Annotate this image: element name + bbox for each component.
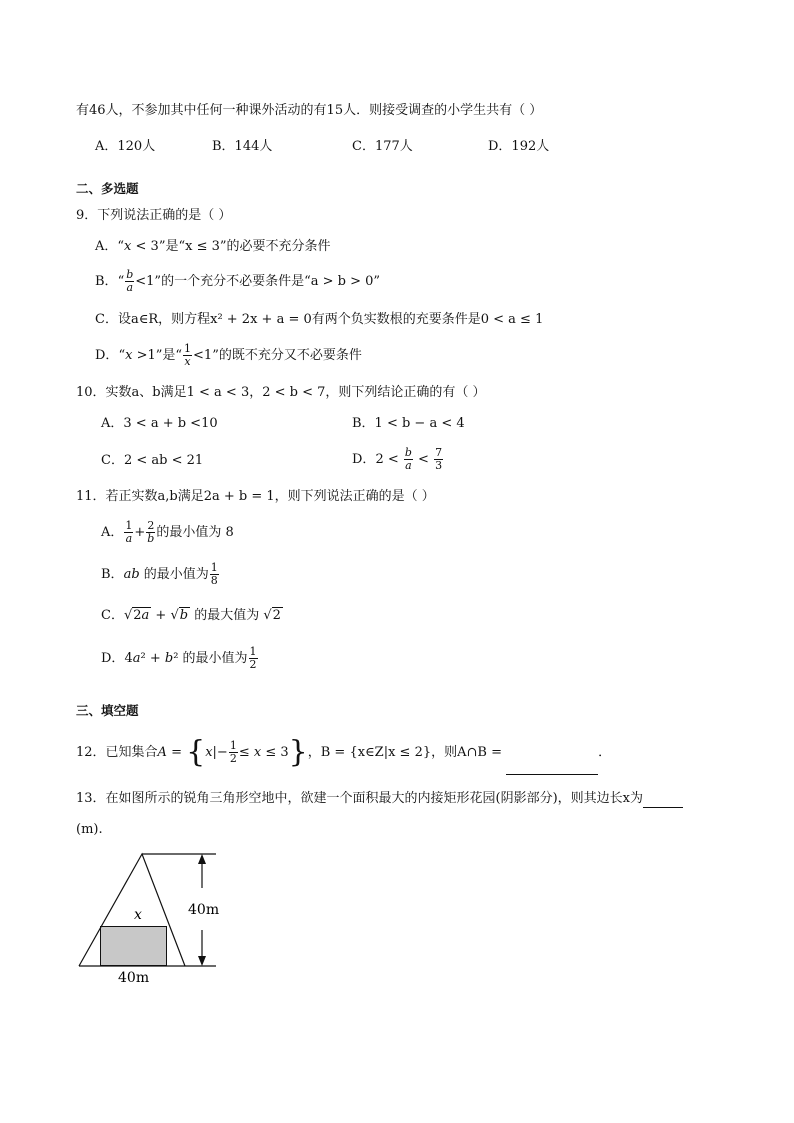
q11-option-b-text: 的最小值为 [143,567,209,582]
fraction-1-over-2: $\frac{1}{2}$ [249,645,257,671]
q9-option-d-label: D． [95,348,119,363]
q9-option-a-label: A． [95,239,118,254]
q10-option-c: C．2 < ab < 21 [101,453,204,468]
shaded-rectangle [101,927,167,966]
q11-option-a-label: A． [101,525,124,540]
q8-option-b: B．144人 [212,139,273,154]
q11-option-c: C．√2a + √b 的最大值为 √2 [101,608,281,623]
fraction-7-over-3: $\frac{7}{3}$ [435,446,443,472]
q9-option-c: C．设a∈R，则方程x² + 2x + a = 0有两个负实数根的充要条件是0 < a ≤ 1 [95,312,544,327]
q11-option-b-label: B． [101,567,124,582]
q8-stem: 有46人，不参加其中任何一种课外活动的有15人．则接受调查的小学生共有（ ） [76,103,543,118]
q12-stem: 12．已知集合A = {x|− $\frac{1}{2}$ ≤ x ≤ 3}，B = {x∈Z|x ≤ 2}，则A∩B = ． [76,731,611,775]
q9-option-b: B．“ $\frac{b}{a}$ <1”的一个充分不必要条件是“a > b > 0” [95,268,381,294]
q11-option-a-text: 的最小值为 8 [156,525,234,540]
q9-option-a: A．“x < 3”是“x ≤ 3”的必要不充分条件 [95,239,331,254]
q10-option-b: B．1 < b − a < 4 [352,416,465,431]
section-title-fill-in: 三、填空题 [76,703,139,718]
arrow-down-icon [198,956,206,966]
q13-line1 [76,790,683,808]
q8-option-d: D．192人 [488,139,550,154]
q11-option-c-text: 的最大值为 [194,608,260,623]
fraction-b-over-a: $\frac{b}{a}$ [126,268,134,294]
q10-stem: 10．实数a、b满足1 < a < 3，2 < b < 7，则下列结论正确的有（ ） [76,385,486,400]
q8-option-c: C．177人 [352,139,413,154]
fraction-1-over-2: $\frac{1}{2}$ [229,739,237,765]
q13-line2: (m). [76,822,103,837]
q10-option-d-label: D． [352,452,376,467]
q11-option-c-label: C． [101,608,124,623]
q9-option-b-text: <1”的一个充分不必要条件是“a > b > 0” [135,274,381,289]
arrow-up-icon [198,854,206,864]
fraction-1-over-8: $\frac{1}{8}$ [210,561,218,587]
q11-option-d-label: D． [101,651,125,666]
section-title-multiple-choice: 二、多选题 [76,181,139,196]
q9-stem: 9．下列说法正确的是（ ） [76,208,232,223]
q8-option-a: A．120人 [95,139,156,154]
q11-option-a: A． $\frac{1}{a}$ + $\frac{2}{b}$ 的最小值为 8 [101,519,234,545]
figure-base-label: 40m [118,970,150,986]
q13-triangle-figure [72,846,252,986]
q13-answer-blank[interactable] [643,791,683,808]
fraction-b-over-a: $\frac{b}{a}$ [404,446,412,472]
q9-option-d: D．“x >1”是“ $\frac{1}{x}$ <1”的既不充分又不必要条件 [95,342,362,368]
figure-var-label: x [134,907,142,923]
q12-period: ． [598,745,612,760]
q10-option-a: A．3 < a + b <10 [101,416,218,431]
figure-height-label: 40m [188,902,220,918]
q11-stem: 11．若正实数a,b满足2a + b = 1，则下列说法正确的是（ ） [76,489,435,504]
q11-option-d: D．4a² + b² 的最小值为 $\frac{1}{2}$ [101,645,257,671]
q11-option-d-text: 的最小值为 [182,651,248,666]
q13-stem: 13．在如图所示的锐角三角形空地中，欲建一个面积最大的内接矩形花园(阴影部分)，则其边长x为 [76,791,644,806]
q10-option-d: D．2 < $\frac{b}{a}$ < $\frac{7}{3}$ [352,446,443,472]
q11-option-b: B．ab 的最小值为 $\frac{1}{8}$ [101,561,218,587]
q12-answer-blank[interactable] [506,758,598,775]
fraction-2-over-b: $\frac{2}{b}$ [147,519,155,545]
q12-prefix: 12．已知集合 [76,745,158,760]
q9-option-b-label: B． [95,274,118,289]
fraction-1-over-x: $\frac{1}{x}$ [184,342,192,368]
q9-option-d-text: <1”的既不充分又不必要条件 [193,348,362,363]
fraction-1-over-a: $\frac{1}{a}$ [125,519,133,545]
q9-option-a-text: 是“x ≤ 3”的必要不充分条件 [165,239,331,254]
q12-set-b: ，B = {x∈Z|x ≤ 2}，则A∩B = [307,745,502,760]
